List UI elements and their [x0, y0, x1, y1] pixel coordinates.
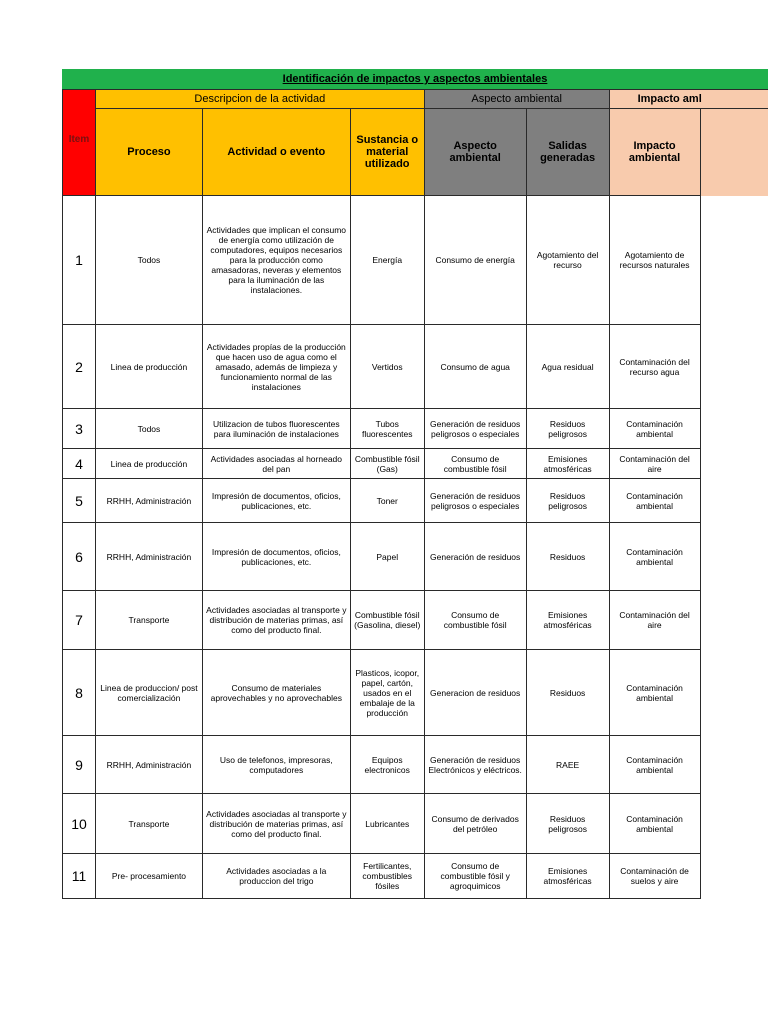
table-row — [63, 523, 768, 591]
cell-proceso: Linea de produccion/ post comercialización — [95, 650, 202, 736]
cell-impacto: Contaminación ambiental — [609, 523, 700, 591]
cell-sustancia: Tubos fluorescentes — [350, 409, 424, 449]
cell-sustancia: Vertidos — [350, 325, 424, 409]
cell-item: 5 — [63, 479, 96, 523]
cell-actividad: Actividades asociadas al transporte y distribución de materias primas, así como del producto final. — [202, 591, 350, 650]
cell-proceso: RRHH, Administración — [95, 736, 202, 794]
blank-cell — [700, 196, 768, 325]
cell-aspecto: Consumo de combustible fósil — [424, 591, 526, 650]
cell-salidas: Residuos — [526, 650, 609, 736]
cell-aspecto: Consumo de combustible fósil y agroquimicos — [424, 854, 526, 899]
cell-aspecto: Consumo de derivados del petróleo — [424, 794, 526, 854]
cell-actividad: Consumo de materiales aprovechables y no aprovechables — [202, 650, 350, 736]
cell-aspecto: Consumo de agua — [424, 325, 526, 409]
table-row — [63, 479, 768, 523]
table-row — [63, 325, 768, 409]
cell-proceso: RRHH, Administración — [95, 479, 202, 523]
column-header-row — [63, 109, 768, 196]
table-row — [63, 650, 768, 736]
cell-impacto: Contaminación ambiental — [609, 794, 700, 854]
cell-item: 3 — [63, 409, 96, 449]
group-header-aspecto: Aspecto ambiental — [424, 90, 609, 109]
cell-salidas: RAEE — [526, 736, 609, 794]
cell-sustancia: Energía — [350, 196, 424, 325]
cell-sustancia: Papel — [350, 523, 424, 591]
cell-proceso: Todos — [95, 196, 202, 325]
cell-salidas: Residuos peligrosos — [526, 479, 609, 523]
cell-impacto: Contaminación ambiental — [609, 736, 700, 794]
group-header-impacto: Impacto aml — [609, 90, 768, 109]
table-row — [63, 196, 768, 325]
cell-item: 1 — [63, 196, 96, 325]
cell-salidas: Emisiones atmosféricas — [526, 449, 609, 479]
cell-item: 4 — [63, 449, 96, 479]
blank-cell — [700, 736, 768, 794]
cell-salidas: Agotamiento del recurso — [526, 196, 609, 325]
cell-impacto: Contaminación ambiental — [609, 479, 700, 523]
cell-proceso: Transporte — [95, 591, 202, 650]
cell-sustancia: Toner — [350, 479, 424, 523]
cell-actividad: Uso de telefonos, impresoras, computadores — [202, 736, 350, 794]
header-actividad: Actividad o evento — [202, 109, 350, 196]
cell-actividad: Actividades asociadas al horneado del pan — [202, 449, 350, 479]
cell-proceso: Transporte — [95, 794, 202, 854]
cell-aspecto: Generación de residuos Electrónicos y eléctricos. — [424, 736, 526, 794]
blank-cell — [700, 449, 768, 479]
cell-impacto: Contaminación del recurso agua — [609, 325, 700, 409]
cell-impacto: Contaminación ambiental — [609, 650, 700, 736]
cell-aspecto: Generación de residuos peligrosos o especiales — [424, 409, 526, 449]
cell-actividad: Impresión de documentos, oficios, publicaciones, etc. — [202, 523, 350, 591]
cell-proceso: Linea de producción — [95, 449, 202, 479]
cell-item: 7 — [63, 591, 96, 650]
cell-impacto: Contaminación ambiental — [609, 409, 700, 449]
cell-proceso: Todos — [95, 409, 202, 449]
cell-salidas: Emisiones atmosféricas — [526, 591, 609, 650]
cell-sustancia: Equipos electronicos — [350, 736, 424, 794]
blank-cell — [700, 325, 768, 409]
table-row — [63, 854, 768, 899]
cell-item: 10 — [63, 794, 96, 854]
cell-salidas: Agua residual — [526, 325, 609, 409]
table-row — [63, 794, 768, 854]
table-row — [63, 736, 768, 794]
cell-impacto: Contaminación de suelos y aire — [609, 854, 700, 899]
header-proceso: Proceso — [95, 109, 202, 196]
cell-actividad: Impresión de documentos, oficios, publicaciones, etc. — [202, 479, 350, 523]
group-header-row — [63, 90, 768, 109]
cell-impacto: Agotamiento de recursos naturales — [609, 196, 700, 325]
cell-item: 11 — [63, 854, 96, 899]
header-item: Item — [63, 90, 96, 196]
blank-cell — [700, 591, 768, 650]
group-header-descripcion: Descripcion de la actividad — [95, 90, 424, 109]
blank-cell — [700, 523, 768, 591]
cell-actividad: Actividades que implican el consumo de energía como utilización de computadores, equipos necesarios para la producción como amasadoras, neveras y elementos para la iluminación de las instalaciones. — [202, 196, 350, 325]
cell-salidas: Residuos peligrosos — [526, 409, 609, 449]
cell-item: 2 — [63, 325, 96, 409]
cell-salidas: Emisiones atmosféricas — [526, 854, 609, 899]
cell-item: 9 — [63, 736, 96, 794]
impact-table — [62, 89, 768, 899]
header-aspecto: Aspecto ambiental — [424, 109, 526, 196]
table-row — [63, 591, 768, 650]
cell-proceso: Pre- procesamiento — [95, 854, 202, 899]
blank-cell — [700, 479, 768, 523]
cell-proceso: RRHH, Administración — [95, 523, 202, 591]
cell-item: 8 — [63, 650, 96, 736]
table-row — [63, 409, 768, 449]
table-row — [63, 449, 768, 479]
cell-aspecto: Generacion de residuos — [424, 650, 526, 736]
cell-aspecto: Generación de residuos — [424, 523, 526, 591]
cell-sustancia: Fertilicantes, combustibles fósiles — [350, 854, 424, 899]
header-salidas: Salidas generadas — [526, 109, 609, 196]
cell-aspecto: Generación de residuos peligrosos o especiales — [424, 479, 526, 523]
blank-cell — [700, 409, 768, 449]
blank-cell — [700, 650, 768, 736]
cell-sustancia: Combustible fósil (Gas) — [350, 449, 424, 479]
cell-actividad: Utilizacion de tubos fluorescentes para iluminación de instalaciones — [202, 409, 350, 449]
cell-salidas: Residuos peligrosos — [526, 794, 609, 854]
header-sustancia: Sustancia o material utilizado — [350, 109, 424, 196]
cell-sustancia: Combustible fósil (Gasolina, diesel) — [350, 591, 424, 650]
blank-cell — [700, 794, 768, 854]
cell-aspecto: Consumo de energía — [424, 196, 526, 325]
cell-impacto: Contaminación del aire — [609, 591, 700, 650]
header-filler — [700, 109, 768, 196]
cell-salidas: Residuos — [526, 523, 609, 591]
cell-actividad: Actividades asociadas al transporte y distribución de materias primas, así como del producto final. — [202, 794, 350, 854]
cell-sustancia: Plasticos, icopor, papel, cartón, usados en el embalaje de la producción — [350, 650, 424, 736]
header-impacto: Impacto ambiental — [609, 109, 700, 196]
cell-sustancia: Lubricantes — [350, 794, 424, 854]
cell-item: 6 — [63, 523, 96, 591]
cell-impacto: Contaminación del aire — [609, 449, 700, 479]
sheet-title: Identificación de impactos y aspectos ambientales — [62, 69, 768, 90]
cell-actividad: Actividades propías de la producción que hacen uso de agua como el amasado, además de limpieza y funcionamiento normal de las instalaciones — [202, 325, 350, 409]
cell-actividad: Actividades asociadas a la produccion del trigo — [202, 854, 350, 899]
cell-aspecto: Consumo de combustible fósil — [424, 449, 526, 479]
blank-cell — [700, 854, 768, 899]
cell-proceso: Linea de producción — [95, 325, 202, 409]
